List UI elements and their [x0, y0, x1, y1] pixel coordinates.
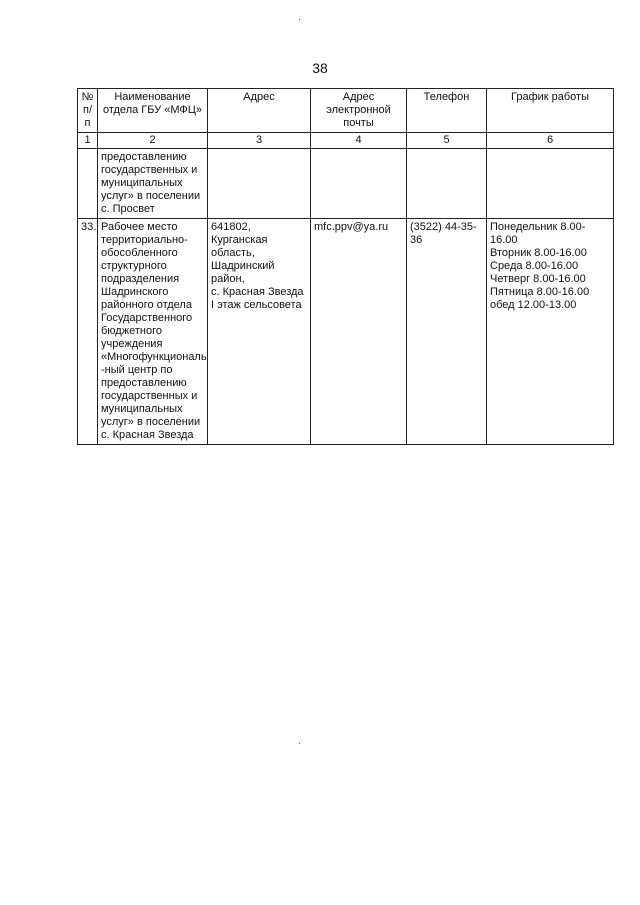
header-email: Адрес электронной почты	[311, 89, 407, 133]
header-number: № п/п	[78, 89, 98, 133]
column-number-cell: 1	[78, 133, 98, 149]
row-number	[78, 149, 98, 219]
scan-speck: ·	[298, 738, 302, 749]
column-number-cell: 5	[407, 133, 487, 149]
column-number-cell: 6	[487, 133, 614, 149]
header-address: Адрес	[208, 89, 311, 133]
row-number: 33.	[78, 219, 98, 445]
column-numbers-row	[78, 133, 614, 149]
row-address	[208, 149, 311, 219]
table-row	[78, 219, 614, 445]
header-schedule: График работы	[487, 89, 614, 133]
column-number-cell: 3	[208, 133, 311, 149]
row-email: mfc.ppv@ya.ru	[311, 219, 407, 445]
row-phone	[407, 149, 487, 219]
column-number-cell: 4	[311, 133, 407, 149]
row-name: предоставлению государственных и муниципальных услуг» в поселении с. Просвет	[98, 149, 208, 219]
row-address: 641802, Курганская область, Шадринский район, с. Красная Звезда I этаж сельсовета	[208, 219, 311, 445]
table-header-row	[78, 89, 614, 133]
row-name: Рабочее место территориально- обособленного структурного подразделения Шадринского районного отдела Государственного бюджетного учреждения «Многофункциональ -ный центр по предоставлению государственных и муниципальных услуг» в поселении с. Красная Звезда	[98, 219, 208, 445]
table-row	[78, 149, 614, 219]
row-phone: (3522) 44-35- 36	[407, 219, 487, 445]
page-number: 38	[312, 60, 328, 76]
header-phone: Телефон	[407, 89, 487, 133]
mfc-offices-table	[77, 88, 614, 445]
row-email	[311, 149, 407, 219]
row-schedule: Понедельник 8.00- 16.00 Вторник 8.00-16.00 Среда 8.00-16.00 Четверг 8.00-16.00 Пятница 8.00-16.00 обед 12.00-13.00	[487, 219, 614, 445]
scan-speck: ·	[298, 14, 302, 25]
row-schedule	[487, 149, 614, 219]
column-number-cell: 2	[98, 133, 208, 149]
header-name: Наименование отдела ГБУ «МФЦ»	[98, 89, 208, 133]
